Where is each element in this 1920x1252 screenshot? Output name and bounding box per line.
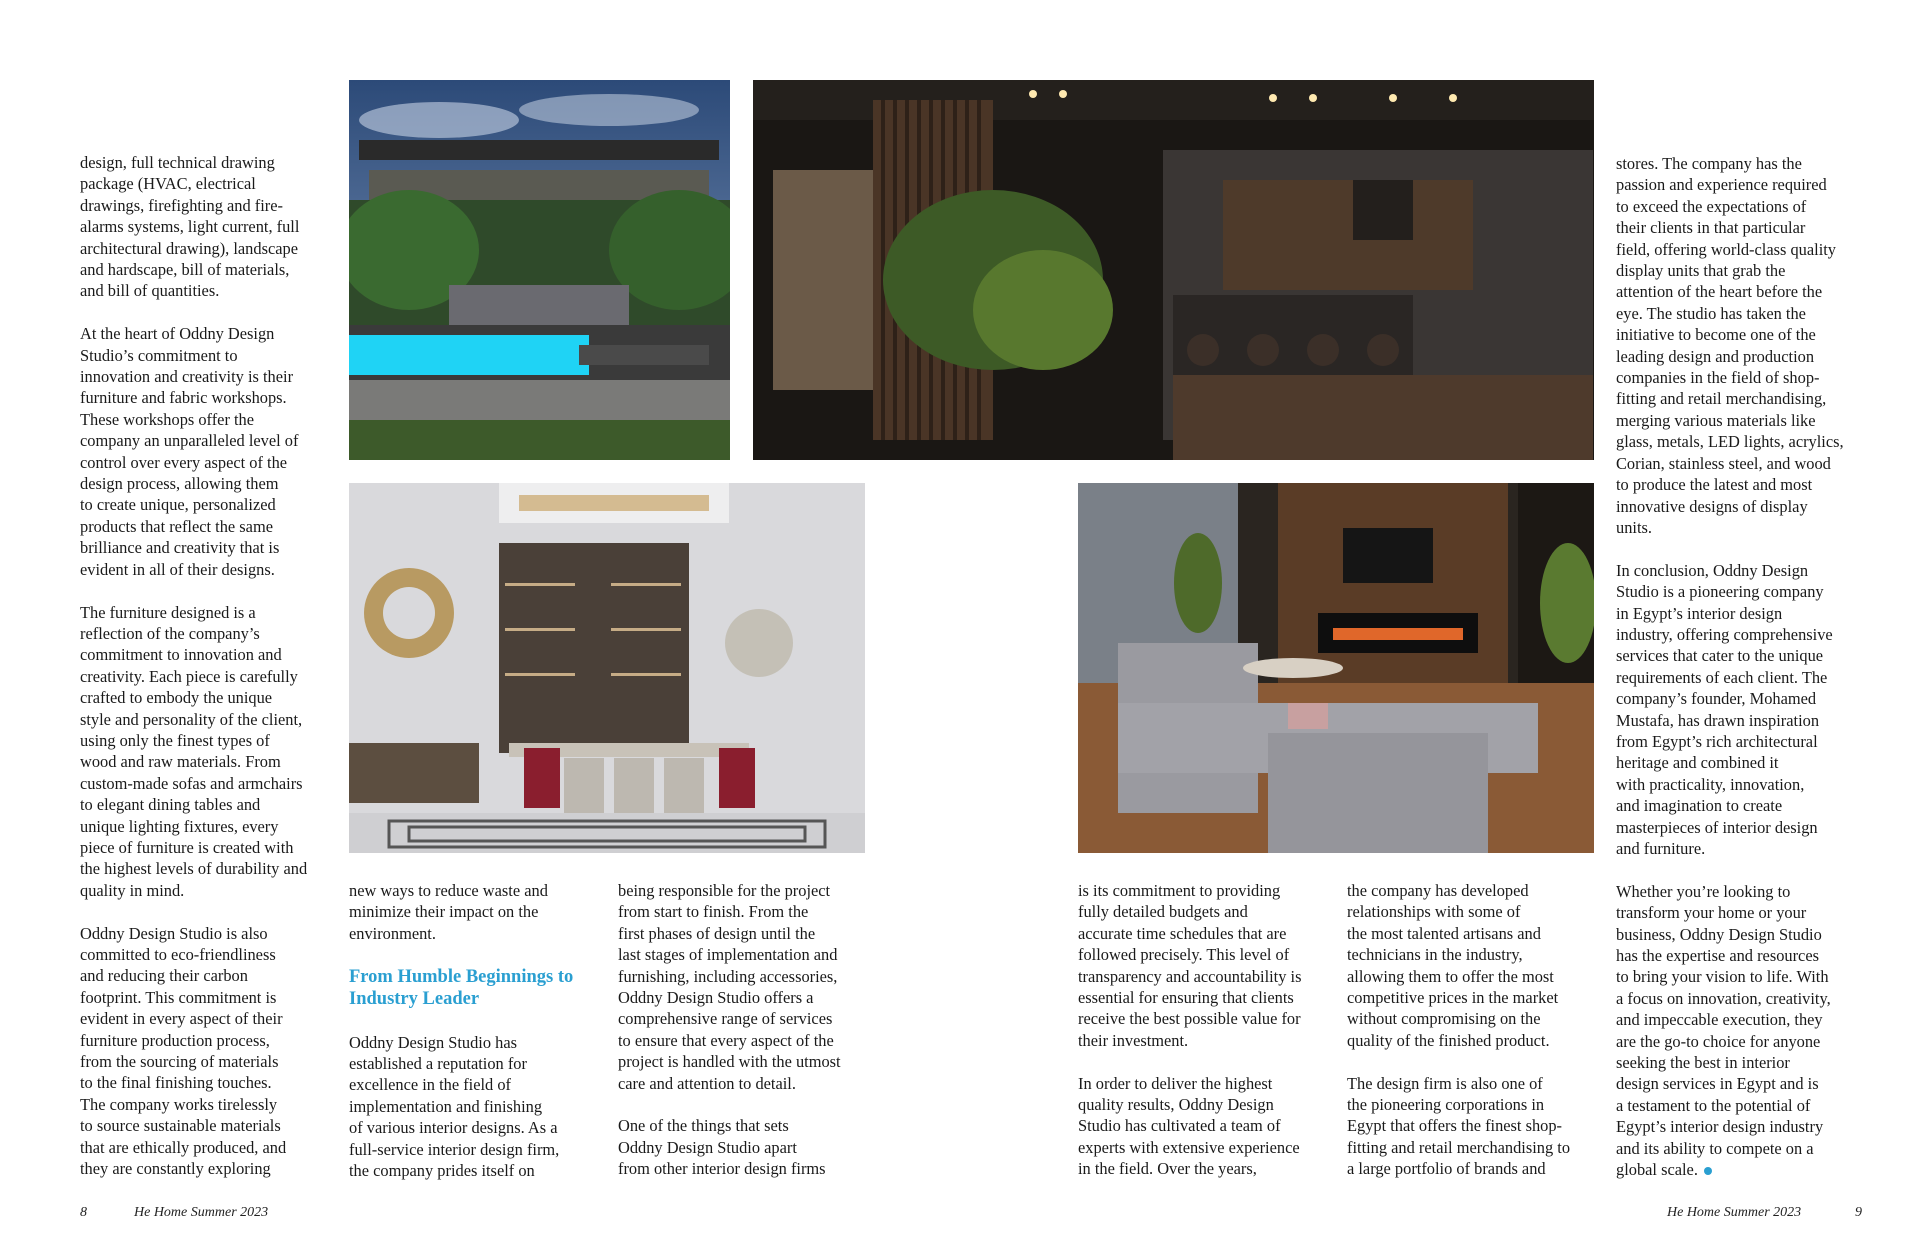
running-footer-left: He Home Summer 2023 <box>134 1205 269 1220</box>
paragraph: being responsible for the project from start to finish. From the first phases of design until the last stages of implementation and furnishing, including accessories, Oddny Design Studio offers a comprehensive range of services to ensure that every aspect of the project is handled with the utmost care and attention to detail. <box>618 881 841 1093</box>
paragraph: Oddny Design Studio has established a reputation for excellence in the field of implementation and finishing of various interior designs. As a full-service interior design firm, the company prides itself on <box>349 1032 560 1181</box>
living-room-photo <box>1078 483 1594 853</box>
paragraph: The design firm is also one of the pioneering corporations in Egypt that offers the finest shop- fitting and retail merchandising to a large portfolio of brands and <box>1347 1073 1571 1179</box>
page-number-left: 8 <box>80 1205 87 1220</box>
paragraph: One of the things that sets Oddny Design Studio apart from other interior design firms <box>618 1116 826 1179</box>
text-column-4 <box>1078 880 1333 1180</box>
closing-paragraph: Whether you’re looking to transform your home or your business, Oddny Design Studio has the expertise and resources to bring your vision to life. With a focus on innovation, creativity, and impeccable execution, they are the go-to choice for anyone seeking the best in interior design services in Egypt and is a testament to the potential of Egypt’s interior design industry and its ability to compete on a global scale. <box>1616 881 1831 1180</box>
paragraph: In order to deliver the highest quality results, Oddny Design Studio has cultivated a team of experts with extensive experience in the field. Over the years, <box>1078 1073 1300 1179</box>
paragraph <box>1616 881 1866 1181</box>
paragraph: The furniture designed is a reflection of the company’s commitment to innovation and creativity. Each piece is carefully crafted to embody the unique style and personality of the client, using only the finest types of wood and raw materials. From custom-made sofas and armchairs to elegant dining tables and unique lighting fixtures, every piece of furniture is created with the highest levels of durability and quality in mind. <box>80 602 308 900</box>
text-column-2 <box>349 880 599 1181</box>
running-footer-right: He Home Summer 2023 <box>1667 1205 1802 1220</box>
end-of-article-icon <box>1704 1167 1712 1175</box>
paragraph: In conclusion, Oddny Design Studio is a pioneering company in Egypt’s interior design industry, offering comprehensive services that cater to the unique requirements of each client. The company’s founder, Mohamed Mustafa, has drawn inspiration from Egypt’s rich architectural heritage and combined it with practicality, innovation, and imagination to create masterpieces of interior design and furniture. <box>1616 560 1833 858</box>
text-column-3 <box>618 880 868 1180</box>
paragraph: the company has developed relationships with some of the most talented artisans and technicians in the industry, allowing them to offer the most competitive prices in the market without compromising on the quality of the finished product. <box>1347 881 1559 1050</box>
page-number-right: 9 <box>1855 1205 1862 1220</box>
paragraph: stores. The company has the passion and experience required to exceed the expectations of their clients in that particular field, offering world-class quality display units that grab the attention of the heart before the eye. The studio has taken the initiative to become one of the leading design and production companies in the field of shop- fitting and retail merchandising, merging various materials like glass, metals, LED lights, acrylics, Corian, stainless steel, and wood to produce the latest and most innovative designs of display units. <box>1616 154 1844 537</box>
dining-room-photo <box>349 483 865 853</box>
text-column-1 <box>80 152 332 1179</box>
text-column-5 <box>1347 880 1602 1180</box>
paragraph: new ways to reduce waste and minimize their impact on the environment. <box>349 881 548 943</box>
paragraph: At the heart of Oddny Design Studio’s commitment to innovation and creativity is their furniture and fabric workshops. These workshops offer the company an unparalleled level of control over every aspect of the design process, allowing them to create unique, personalized products that reflect the same brilliance and creativity that is evident in all of their designs. <box>80 324 299 579</box>
text-column-6 <box>1616 153 1866 1180</box>
section-heading: From Humble Beginnings to Industry Leader <box>349 966 574 1009</box>
paragraph: design, full technical drawing package (HVAC, electrical drawings, firefighting and fire- alarms systems, light current, full architectural drawing), landscape and hardscape, bill of materials, and bill of quantities. <box>80 153 300 301</box>
paragraph: Oddny Design Studio is also committed to eco-friendliness and reducing their carbon footprint. This commitment is evident in every aspect of their furniture production process, from the sourcing of materials to the final finishing touches. The company works tirelessly to source sustainable materials that are ethically produced, and they are constantly exploring <box>80 923 287 1179</box>
pool-terrace-photo <box>349 80 730 460</box>
paragraph: is its commitment to providing fully detailed budgets and accurate time schedules that are followed precisely. This level of transparency and accountability is essential for ensuring that clients receive the best possible value for their investment. <box>1078 881 1302 1050</box>
outdoor-kitchen-photo <box>753 80 1594 460</box>
